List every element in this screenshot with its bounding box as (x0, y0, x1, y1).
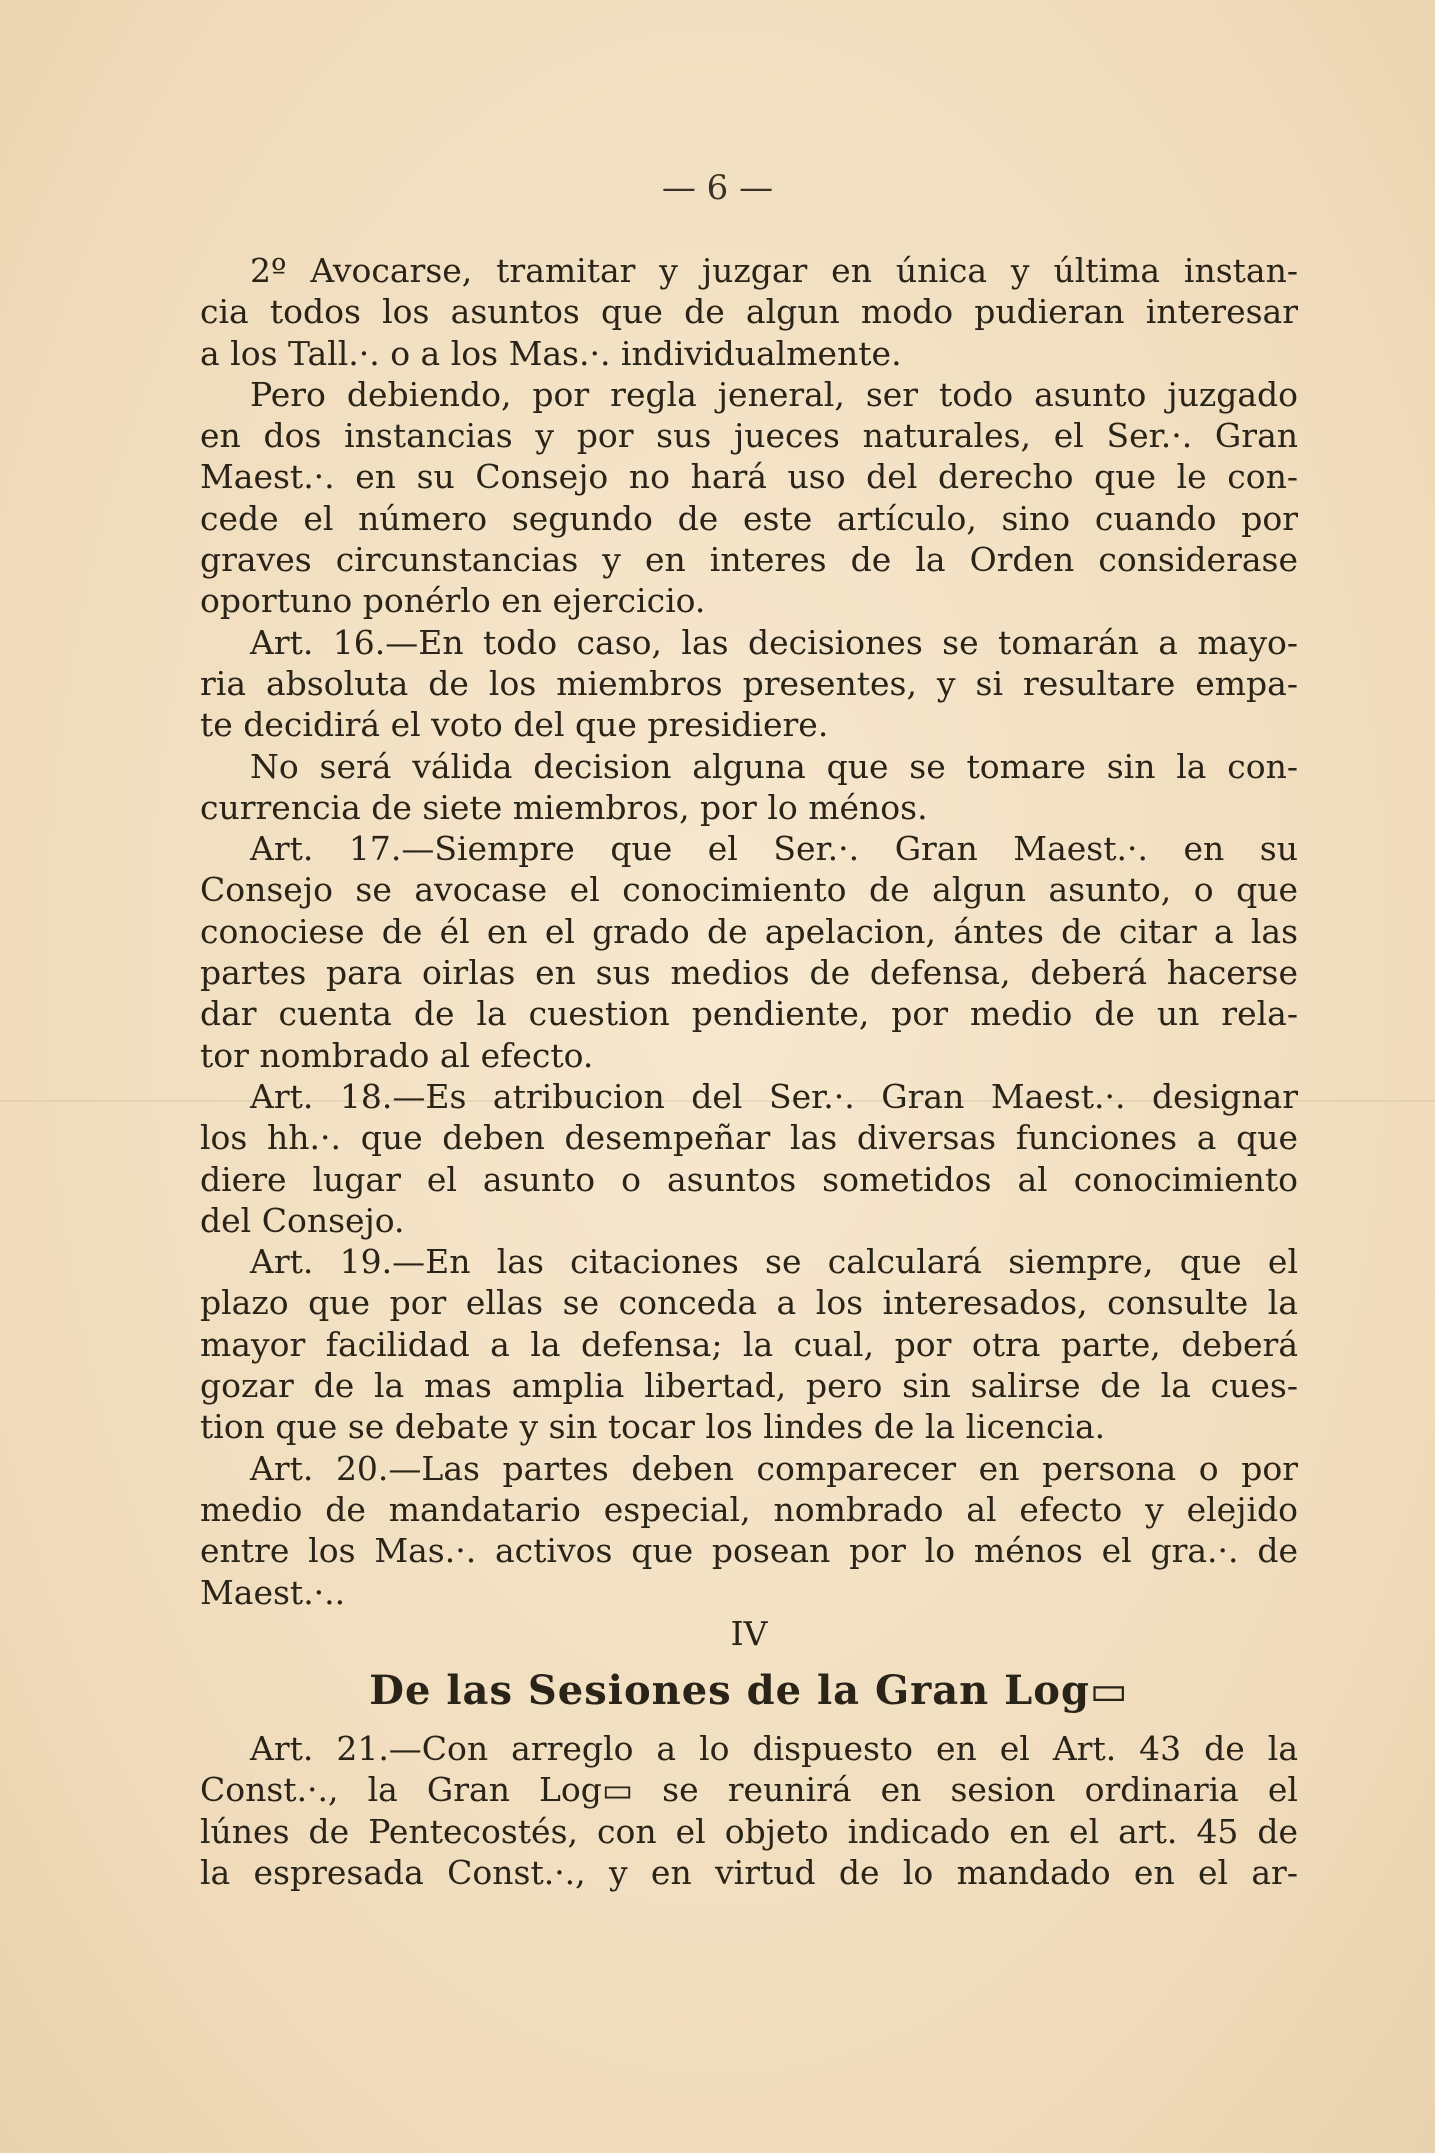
page-number: — 6 — (661, 168, 774, 208)
text-line: Art. 21.—Con arreglo a lo dispuesto en el Art. 43 de la (250, 1729, 1298, 1769)
section-heading: De las Sesiones de la Gran Log▭ (369, 1667, 1129, 1715)
text-line: lúnes de Pentecostés, con el objeto indicado en el art. 45 de (200, 1811, 1298, 1851)
text-line: la espresada Const.·., y en virtud de lo mandado en el ar- (200, 1852, 1298, 1892)
text-line: conociese de él en el grado de apelacion, ántes de citar a las (200, 911, 1298, 951)
text-line: cia todos los asuntos que de algun modo pudieran interesar (200, 292, 1298, 332)
text-line: a los Tall.·. o a los Mas.·. individualmente. (200, 333, 902, 373)
text-line: cede el número segundo de este artículo, sino cuando por (200, 498, 1298, 538)
text-line: en dos instancias y por sus jueces naturales, el Ser.·. Gran (200, 416, 1298, 456)
text-line: gozar de la mas amplia libertad, pero sin salirse de la cues- (200, 1366, 1298, 1406)
text-line: medio de mandatario especial, nombrado al efecto y elejido (200, 1489, 1298, 1529)
text-line: Art. 16.—En todo caso, las decisiones se tomarán a mayo- (250, 622, 1298, 662)
text-line: currencia de siete miembros, por lo ménos. (200, 787, 928, 827)
text-line: Consejo se avocase el conocimiento de algun asunto, o que (200, 870, 1298, 910)
text-line: Maest.·. en su Consejo no hará uso del derecho que le con- (200, 457, 1298, 497)
text-line: graves circunstancias y en interes de la Orden considerase (200, 540, 1298, 580)
text-line: ria absoluta de los miembros presentes, y si resultare empa- (200, 663, 1298, 703)
body-text (200, 250, 1298, 1893)
text-line: Const.·., la Gran Log▭ se reunirá en sesion ordinaria el (200, 1770, 1298, 1810)
text-line: diere lugar el asunto o asuntos sometidos al conocimiento (200, 1159, 1298, 1199)
text-line: Pero debiendo, por regla jeneral, ser todo asunto juzgado (250, 374, 1298, 414)
text-line: partes para oirlas en sus medios de defensa, deberá hacerse (200, 953, 1298, 993)
text-line: oportuno ponérlo en ejercicio. (200, 581, 706, 621)
text-line: te decidirá el voto del que presidiere. (200, 705, 829, 745)
text-line: Art. 18.—Es atribucion del Ser.·. Gran Maest.·. designar (250, 1076, 1298, 1116)
text-line: mayor facilidad a la defensa; la cual, por otra parte, deberá (200, 1324, 1298, 1364)
text-line: Art. 19.—En las citaciones se calculará siempre, que el (250, 1242, 1298, 1282)
text-line: 2º Avocarse, tramitar y juzgar en única y última instan- (250, 251, 1298, 290)
text-line: tion que se debate y sin tocar los lindes de la licencia. (200, 1407, 1106, 1447)
section-number: IV (730, 1613, 768, 1653)
text-line: los hh.·. que deben desempeñar las diversas funciones a que (200, 1118, 1298, 1158)
text-line: Art. 17.—Siempre que el Ser.·. Gran Maest.·. en su (250, 829, 1298, 869)
text-line: Maest.·.. (200, 1572, 346, 1612)
text-line: dar cuenta de la cuestion pendiente, por medio de un rela- (200, 994, 1298, 1034)
text-line: tor nombrado al efecto. (200, 1035, 594, 1075)
text-line: del Consejo. (200, 1200, 405, 1240)
text-line: plazo que por ellas se conceda a los interesados, consulte la (200, 1283, 1298, 1323)
text-line: entre los Mas.·. activos que posean por lo ménos el gra.·. de (200, 1531, 1298, 1571)
text-line: Art. 20.—Las partes deben comparecer en persona o por (250, 1448, 1298, 1488)
text-line: No será válida decision alguna que se tomare sin la con- (250, 746, 1298, 786)
